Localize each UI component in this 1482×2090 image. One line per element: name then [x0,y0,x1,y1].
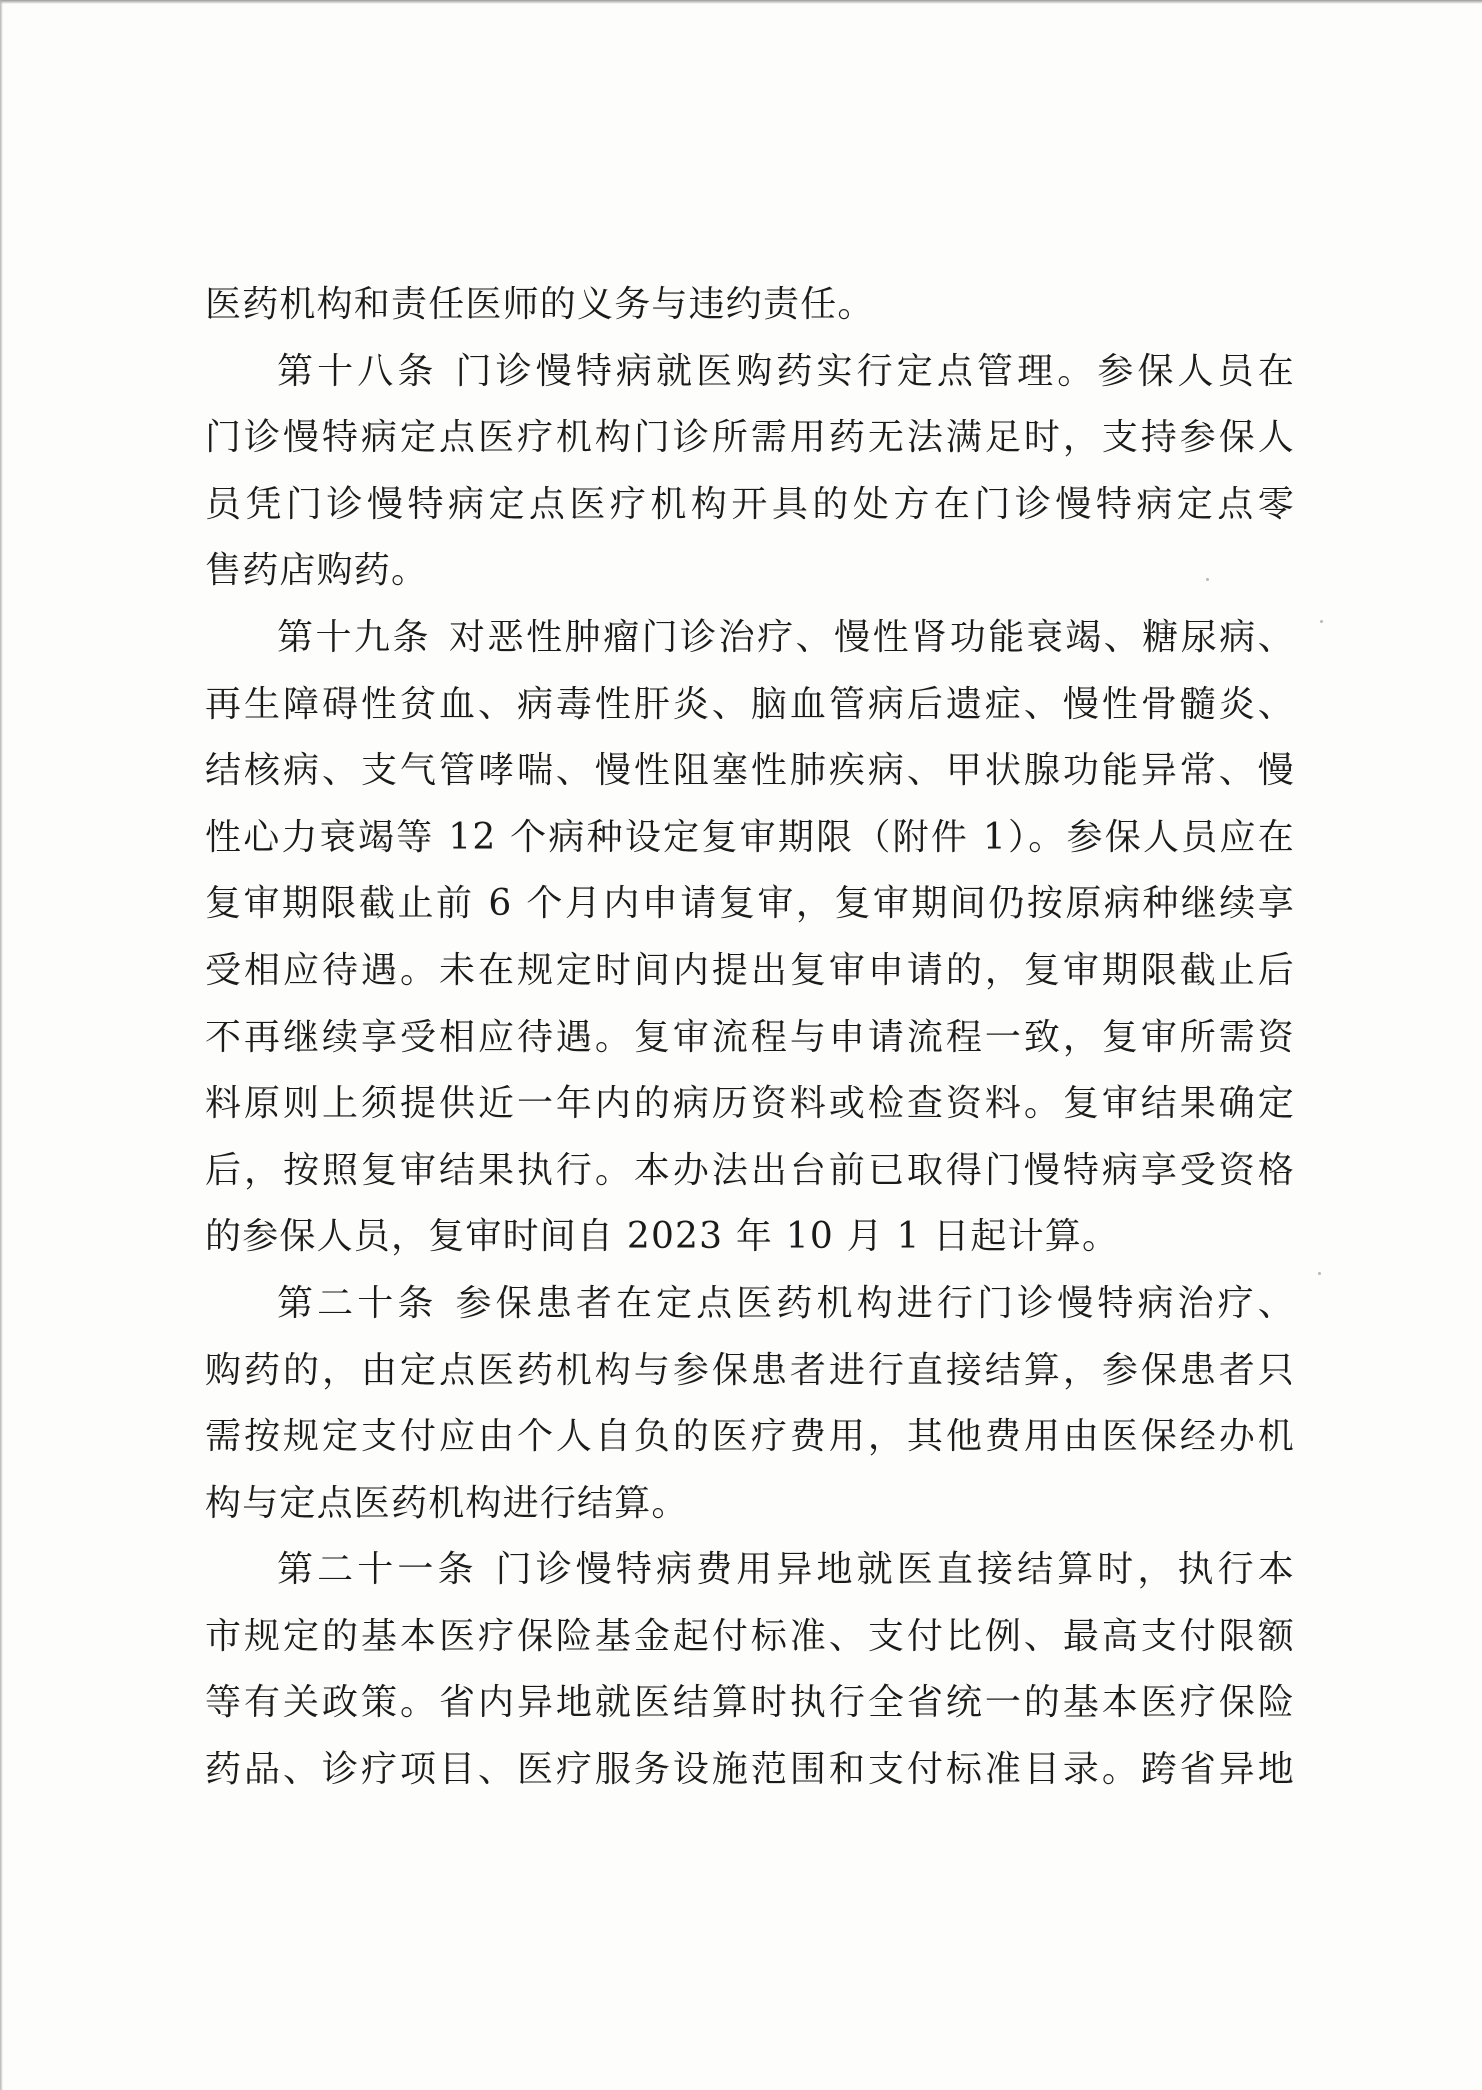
line-text: 门诊慢特病定点医疗机构门诊所需用药无法满足时，支持参保人 [205,417,1295,459]
text-line [205,738,1295,805]
text-line [205,1604,1295,1671]
text-line [205,805,1295,872]
body-text [205,272,1295,1804]
line-text: 药品、诊疗项目、医疗服务设施范围和支付标准目录。跨省异地 [205,1749,1295,1791]
line-text: 结核病、支气管哮喘、慢性阻塞性肺疾病、甲状腺功能异常、慢 [205,750,1295,792]
line-text: 复审期限截止前 6 个月内申请复审，复审期间仍按原病种继续享 [205,883,1295,925]
line-text: 员凭门诊慢特病定点医疗机构开具的处方在门诊慢特病定点零 [205,483,1295,525]
text-line [205,1471,1295,1538]
text-line [205,1138,1295,1205]
line-text: 门诊慢特病费用异地就医直接结算时，执行本 [495,1549,1295,1591]
line-text: 参保患者在定点医药机构进行门诊慢特病治疗、 [455,1282,1295,1324]
line-text: 性心力衰竭等 12 个病种设定复审期限（附件 1）。参保人员应在 [205,816,1295,858]
line-text: 市规定的基本医疗保险基金起付标准、支付比例、最高支付限额 [205,1615,1295,1657]
line-text: 门诊慢特病就医购药实行定点管理。参保人员在 [455,350,1295,392]
scan-edge-top [0,0,1482,4]
line-text: 再生障碍性贫血、病毒性肝炎、脑血管病后遗症、慢性骨髓炎、 [205,683,1295,725]
line-text: 等有关政策。省内异地就医结算时执行全省统一的基本医疗保险 [205,1682,1295,1724]
text-line [205,1204,1295,1271]
line-text: 对恶性肿瘤门诊治疗、慢性肾功能衰竭、糖尿病、 [449,616,1295,658]
article-number: 第二十条 [277,1282,438,1324]
line-text: 后，按照复审结果执行。本办法出台前已取得门慢特病享受资格 [205,1149,1295,1191]
line-text: 医药机构和责任医师的义务与违约责任。 [205,284,875,325]
line-text: 不再继续享受相应待遇。复审流程与申请流程一致，复审所需资 [205,1016,1295,1058]
text-line [205,538,1295,605]
scan-speck [1318,1272,1321,1275]
scan-speck [1320,620,1323,623]
article-number: 第十九条 [277,616,432,658]
text-line [205,1737,1295,1804]
line-text: 的参保人员，复审时间自 2023 年 10 月 1 日起计算。 [205,1216,1120,1258]
text-line [205,672,1295,739]
text-line [205,272,1295,339]
scan-edge-left [0,0,3,2090]
text-line [205,1670,1295,1737]
line-text: 料原则上须提供近一年内的病历资料或检查资料。复审结果确定 [205,1083,1295,1125]
line-text: 构与定点医药机构进行结算。 [205,1482,689,1524]
text-line [205,472,1295,539]
scan-speck [1206,578,1209,581]
text-line [205,1005,1295,1072]
text-line [205,1071,1295,1138]
text-line [205,938,1295,1005]
article-first-line [205,605,1295,672]
article-first-line [205,339,1295,406]
text-line [205,1338,1295,1405]
line-text: 需按规定支付应由个人自负的医疗费用，其他费用由医保经办机 [205,1416,1295,1458]
article-first-line [205,1537,1295,1604]
line-text: 售药店购药。 [205,550,429,592]
text-line [205,405,1295,472]
text-line [205,871,1295,938]
text-line [205,1404,1295,1471]
article-number: 第二十一条 [277,1549,478,1591]
article-number: 第十八条 [277,350,438,392]
line-text: 受相应待遇。未在规定时间内提出复审申请的，复审期限截止后 [205,949,1295,991]
article-first-line [205,1271,1295,1338]
line-text: 购药的，由定点医药机构与参保患者进行直接结算，参保患者只 [205,1349,1295,1391]
